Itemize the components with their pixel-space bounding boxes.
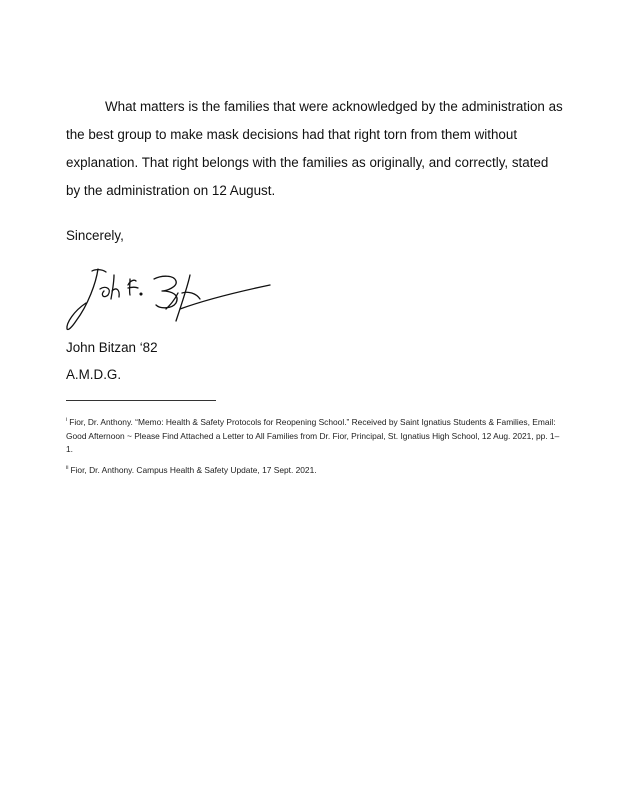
footnote-2-text: Fior, Dr. Anthony. Campus Health & Safety Update, 17 Sept. 2021. [70,464,317,475]
motto-amdg: A.M.D.G. [66,367,122,382]
footnote-1-text: Fior, Dr. Anthony. “Memo: Health & Safety Protocols for Reopening School.” Received by Saint Ignatius Students & Families, Email: Good Afternoon ~ Please Find Attached a Letter to All Families from Dr. Fior, Principal, St. Ignatius High School, 12 Aug. 2021, pp. 1–1. [66,417,560,454]
footnote-1-marker: i [66,417,68,423]
footnote-2 [66,462,561,478]
closing-salutation: Sincerely, [66,228,124,243]
signer-name: John Bitzan ‘82 [66,340,158,355]
letter-body [66,93,566,205]
body-paragraph [66,93,566,205]
footnotes-section [66,414,561,482]
footnote-1 [66,414,561,457]
handwritten-signature [62,263,277,335]
footnote-divider [66,400,216,401]
body-paragraph-text: What matters is the families that were acknowledged by the administration as the best group to make mask decisions had that right torn from them without explanation. That right belongs with the families as originally, and correctly, stated by the administration on 12 August. [66,99,563,198]
footnote-2-marker: ii [66,464,69,471]
